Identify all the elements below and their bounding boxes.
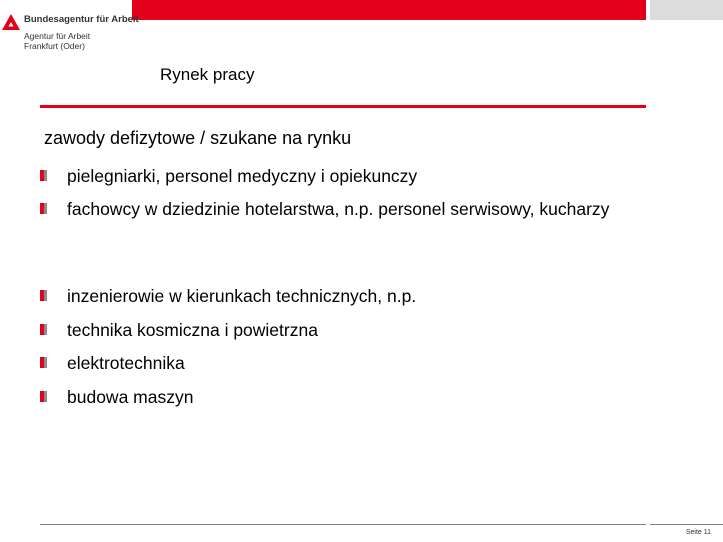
bullet-marker-icon	[40, 170, 47, 181]
page-number: Seite 11	[685, 529, 711, 536]
bullet-item	[40, 198, 620, 220]
organization-name: Bundesagentur für Arbeit	[24, 14, 139, 25]
bullet-text: technika kosmiczna i powietrzna	[67, 320, 318, 340]
bullet-item	[40, 165, 620, 187]
bullet-marker-icon	[40, 391, 47, 402]
bullet-text: budowa maszyn	[67, 387, 194, 407]
organization-subtitle-line: Agentur für Arbeit	[24, 31, 91, 41]
bullet-item	[40, 386, 620, 408]
bullet-marker-icon	[40, 357, 47, 368]
bullet-item	[40, 319, 620, 341]
bullet-item	[40, 352, 620, 374]
bullet-text: elektrotechnika	[67, 353, 185, 373]
slide-subtitle: zawody defizytowe / szukane na rynku	[44, 128, 352, 148]
slide-title: Rynek pracy	[160, 65, 255, 84]
bullet-marker-icon	[40, 203, 47, 214]
bullet-marker-icon	[40, 324, 47, 335]
bullet-text: pielegniarki, personel medyczny i opiekunczy	[67, 166, 418, 186]
organization-subtitle-line: Frankfurt (Oder)	[24, 41, 85, 51]
bullet-marker-icon	[40, 290, 47, 301]
bullet-text: inzenierowie w kierunkach technicznych, n.p.	[67, 286, 417, 306]
footer-divider	[40, 524, 646, 525]
bullet-text: fachowcy w dziedzinie hotelarstwa, n.p. personel serwisowy, kucharzy	[67, 199, 610, 219]
bullet-item	[40, 285, 620, 307]
footer-divider-right	[650, 524, 723, 525]
